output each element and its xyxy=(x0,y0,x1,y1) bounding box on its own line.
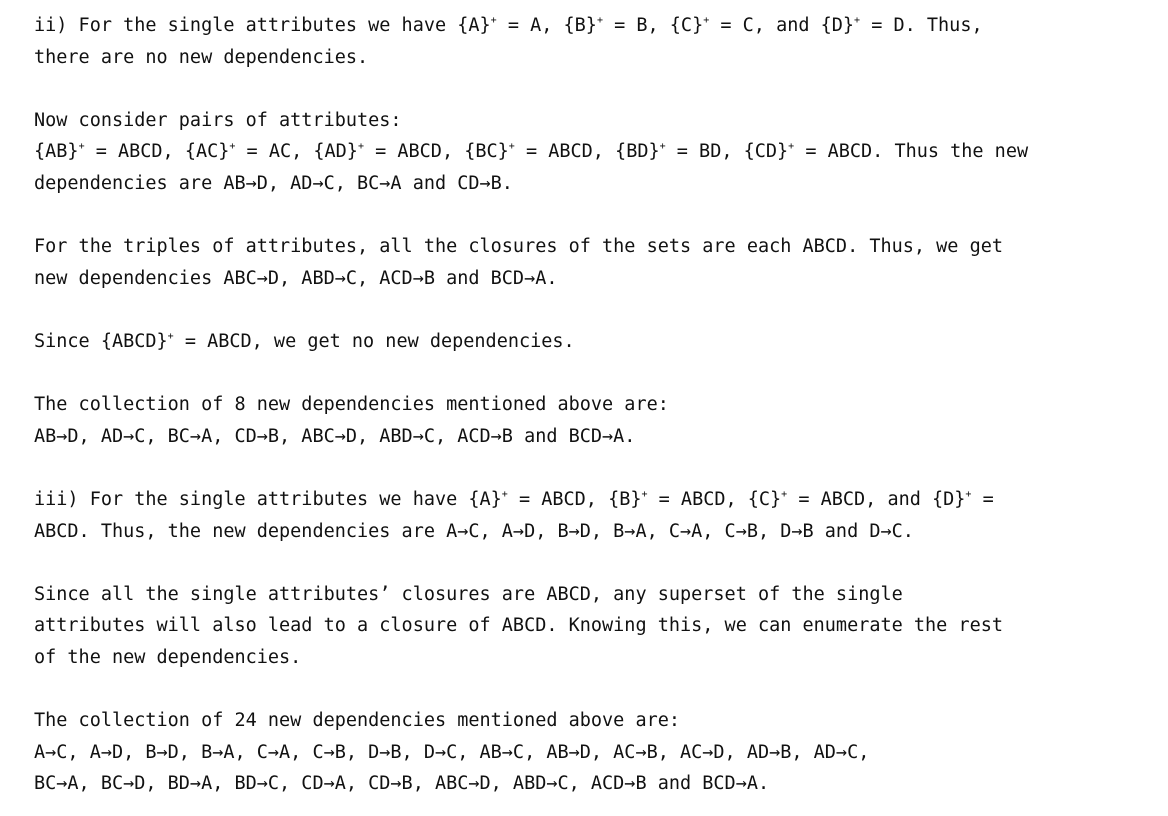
text-segment: AB→D, AD→C, BC→A, CD→B, ABC→D, ABD→C, ACD→B and BCD→A. xyxy=(34,425,636,447)
text-line xyxy=(34,326,1154,358)
text-line xyxy=(34,263,1154,295)
text-segment: Now consider pairs of attributes: xyxy=(34,109,402,131)
blank-line xyxy=(34,294,1154,326)
text-line xyxy=(34,10,1154,42)
text-segment: The collection of 8 new dependencies mentioned above are: xyxy=(34,394,669,416)
text-segment: Since {ABCD} xyxy=(34,330,168,352)
text-segment: iii) For the single attributes we have {A} xyxy=(34,488,502,510)
text-line xyxy=(34,105,1154,137)
text-segment: = C, and {D} xyxy=(709,15,855,36)
closure-superscript: + xyxy=(788,141,795,153)
text-segment: The collection of 24 new dependencies mentioned above are: xyxy=(34,710,681,732)
text-segment: = xyxy=(971,488,994,510)
text-segment: Since all the single attributes’ closures are ABCD, any superset of the single xyxy=(34,583,903,605)
text-line xyxy=(34,705,1154,737)
text-segment: new dependencies ABC→D, ABD→C, ACD→B and BCD→A. xyxy=(34,267,558,289)
text-segment: = AC, {AD} xyxy=(235,141,358,163)
closure-superscript: + xyxy=(167,330,174,342)
document-body xyxy=(34,10,1154,800)
text-segment: there are no new dependencies. xyxy=(34,46,369,68)
text-segment: = A, {B} xyxy=(496,15,597,36)
text-segment: BC→A, BC→D, BD→A, BD→C, CD→A, CD→B, ABC→D, ABD→C, ACD→B and BCD→A. xyxy=(34,773,770,795)
text-segment: ii) For the single attributes we have {A} xyxy=(34,15,491,36)
text-line xyxy=(34,168,1154,200)
closure-superscript: + xyxy=(965,488,972,500)
text-segment: = BD, {CD} xyxy=(665,141,789,163)
closure-superscript: + xyxy=(641,488,648,500)
closure-superscript: + xyxy=(78,141,85,153)
text-line xyxy=(34,231,1154,263)
text-segment: dependencies are AB→D, AD→C, BC→A and CD→B. xyxy=(34,172,513,194)
text-segment: A→C, A→D, B→D, B→A, C→A, C→B, D→B, D→C, AB→C, AB→D, AC→B, AC→D, AD→B, AD→C, xyxy=(34,741,870,763)
text-segment: = ABCD, {BC} xyxy=(363,141,509,163)
text-segment: For the triples of attributes, all the closures of the sets are each ABCD. Thus, we get xyxy=(34,236,1004,258)
text-segment: = ABCD, we get no new dependencies. xyxy=(173,330,575,352)
text-segment: of the new dependencies. xyxy=(34,646,302,668)
text-line xyxy=(34,737,1154,769)
text-line xyxy=(34,768,1154,800)
text-line xyxy=(34,42,1154,74)
text-segment: attributes will also lead to a closure of ABCD. Knowing this, we can enumerate the rest xyxy=(34,615,1004,637)
text-line xyxy=(34,579,1154,611)
blank-line xyxy=(34,452,1154,484)
text-segment: = ABCD, {C} xyxy=(647,488,782,510)
text-line xyxy=(34,516,1154,548)
text-line xyxy=(34,389,1154,421)
closure-superscript: + xyxy=(229,141,236,153)
closure-superscript: + xyxy=(357,141,364,153)
text-segment: ABCD. Thus, the new dependencies are A→C, A→D, B→D, B→A, C→A, C→B, D→B and D→C. xyxy=(34,520,914,542)
blank-line xyxy=(34,73,1154,105)
text-segment: = D. Thus, xyxy=(860,15,983,36)
closure-superscript: + xyxy=(659,141,666,153)
closure-superscript: + xyxy=(781,488,788,500)
text-line xyxy=(34,136,1154,168)
text-line xyxy=(34,484,1154,516)
text-segment: = ABCD, {B} xyxy=(507,488,642,510)
blank-line xyxy=(34,673,1154,705)
blank-line xyxy=(34,200,1154,232)
text-segment: {AB} xyxy=(34,141,79,163)
closure-superscript: + xyxy=(596,15,603,26)
text-line xyxy=(34,642,1154,674)
closure-superscript: + xyxy=(490,15,497,26)
text-segment: = ABCD, {BD} xyxy=(514,141,660,163)
blank-line xyxy=(34,547,1154,579)
text-segment: = ABCD, {AC} xyxy=(84,141,230,163)
text-segment: = B, {C} xyxy=(602,15,704,36)
closure-superscript: + xyxy=(501,488,508,500)
text-line xyxy=(34,421,1154,453)
text-segment: = ABCD. Thus the new xyxy=(794,141,1029,163)
text-segment: = ABCD, and {D} xyxy=(787,488,966,510)
closure-superscript: + xyxy=(703,15,710,26)
blank-line xyxy=(34,358,1154,390)
closure-superscript: + xyxy=(854,15,861,26)
closure-superscript: + xyxy=(508,141,515,153)
text-line xyxy=(34,610,1154,642)
